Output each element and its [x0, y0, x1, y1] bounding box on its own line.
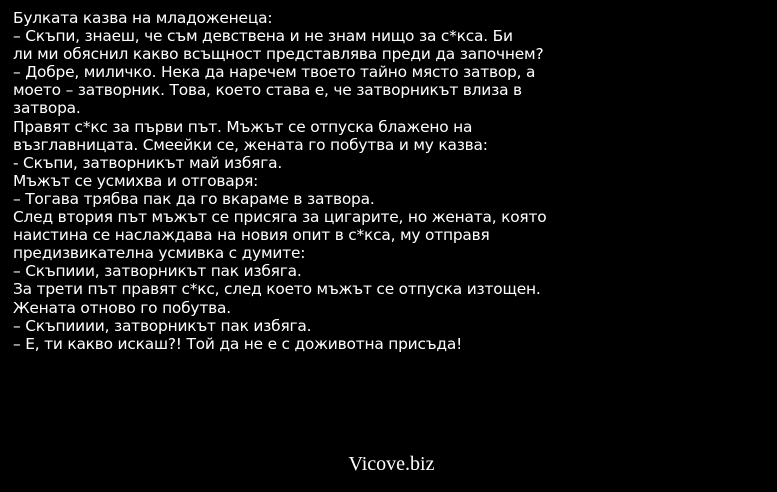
joke-line: – Скъпииии, затворникът пак избяга. — [13, 316, 312, 335]
joke-line: Булката казва на младоженеца: — [13, 9, 273, 27]
joke-line: – Е, ти какво искаш?! Той да не е с доживотна присъда! — [13, 334, 463, 353]
joke-line: Мъжът се усмихва и отговаря: — [13, 171, 259, 190]
joke-line: Жената отново го побутва. — [13, 298, 231, 317]
joke-line: – Тогава трябва пак да го вкараме в затвора. — [13, 189, 375, 208]
joke-line: Правят с*кс за първи път. Мъжът се отпуска блажено на — [13, 117, 473, 136]
joke-line: моето – затворник. Това, което става е, че затворникът влиза в — [13, 81, 522, 100]
site-watermark: Vicove.biz — [348, 453, 435, 475]
joke-line: – Скъпи, знаеш, че съм девствена и не знам нищо за с*кса. Би — [13, 27, 513, 46]
joke-line: възглавницата. Смеейки се, жената го побутва и му казва: — [13, 135, 488, 154]
joke-line: След втория път мъжът се присяга за цигарите, но жената, която — [13, 208, 547, 227]
joke-line: – Добре, миличко. Нека да наречем твоето тайно място затвор, а — [13, 63, 536, 82]
joke-text — [13, 9, 768, 353]
joke-line: наистина се наслаждава на новия опит в с*кса, му отправя — [13, 226, 490, 245]
joke-line: - Скъпи, затворникът май избяга. — [13, 153, 283, 172]
joke-line: предизвикателна усмивка с думите: — [13, 244, 306, 263]
joke-line: За трети път правят с*кс, след което мъжът се отпуска изтощен. — [13, 280, 541, 299]
joke-line: ли ми обяснил какво всъщност представлява преди да започнем? — [13, 45, 544, 64]
joke-line: затвора. — [13, 99, 81, 118]
joke-line: – Скъпиии, затворникът пак избяга. — [13, 262, 302, 281]
